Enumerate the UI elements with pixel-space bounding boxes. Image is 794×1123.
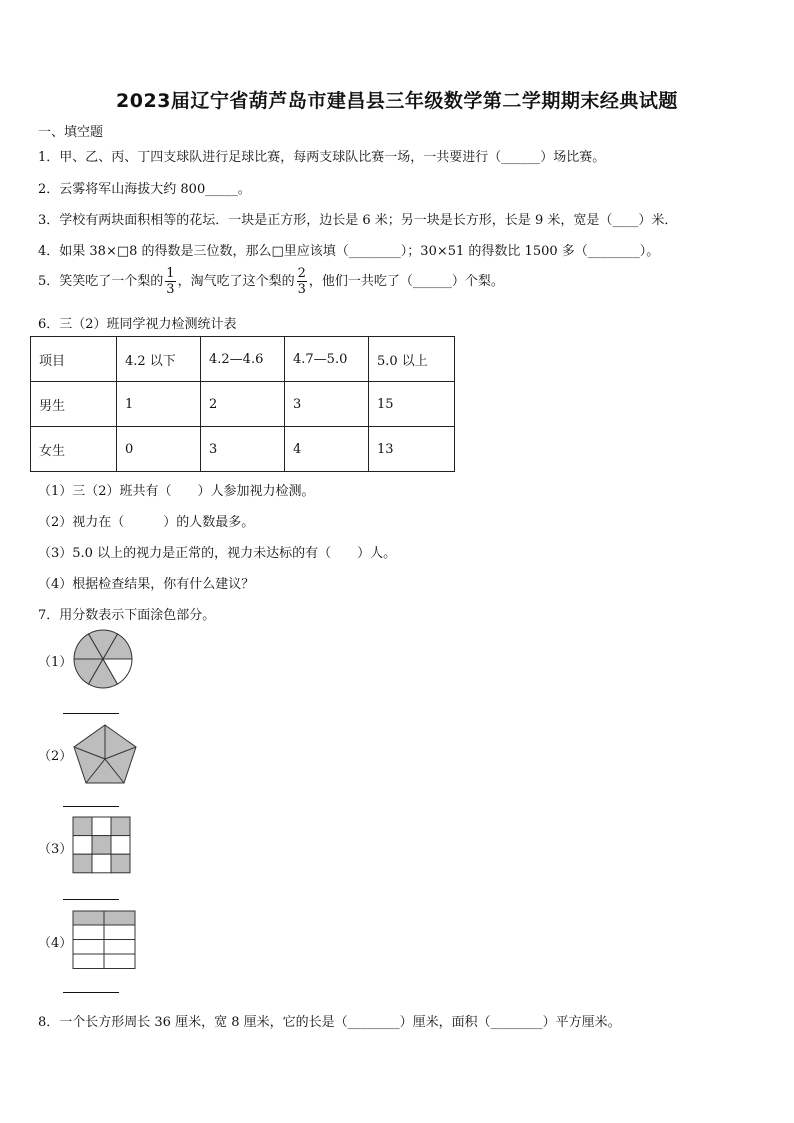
q6-subquestion-3: （3）5.0 以上的视力是正常的，视力未达标的有（ ）人。 (38, 546, 397, 561)
vision-table (30, 336, 455, 472)
unshaded-cell (92, 854, 111, 873)
unshaded-cell (104, 954, 135, 969)
unshaded-cell (111, 836, 130, 855)
circle-sectors-figure (72, 628, 134, 690)
table-cell: 3 (201, 427, 285, 472)
table-header-cell: 4.2 以下 (117, 337, 201, 382)
fraction-two-thirds (297, 266, 307, 297)
table-cell: 女生 (31, 427, 117, 472)
figure-label-3: （3） (38, 842, 73, 857)
q5-text-1: 5．笑笑吃了一个梨的 (38, 274, 164, 289)
q5-text-2: ，淘气吃了这个梨的 (177, 274, 295, 289)
unshaded-cell (73, 940, 104, 955)
table-header-row (31, 337, 455, 382)
table-cell: 1 (117, 382, 201, 427)
unshaded-cell (104, 940, 135, 955)
table-cell: 15 (369, 382, 455, 427)
section-heading: 一、填空题 (38, 125, 104, 140)
shaded-cell (111, 854, 130, 873)
shaded-cell (73, 817, 92, 836)
fraction-numerator: 2 (297, 266, 306, 281)
unshaded-cell (73, 836, 92, 855)
answer-line-1 (63, 713, 119, 714)
shaded-cell (73, 911, 104, 925)
rectangle-strips-figure (72, 910, 136, 970)
q5-text-3: ，他们一共吃了（______）个梨。 (308, 274, 504, 289)
question-5 (38, 266, 504, 297)
q6-subquestion-4: （4）根据检查结果，你有什么建议？ (38, 577, 255, 592)
table-header-cell: 项目 (31, 337, 117, 382)
question-1: 1．甲、乙、丙、丁四支球队进行足球比赛，每两支球队比赛一场，一共要进行（______）场比赛。 (38, 150, 606, 165)
question-4: 4．如果 38×□8 的得数是三位数，那么□里应该填（________）；30×51 的得数比 1500 多（________）。 (38, 244, 660, 259)
q6-subquestion-2: （2）视力在（ ）的人数最多。 (38, 515, 255, 530)
unshaded-cell (73, 925, 104, 940)
shaded-cell (92, 836, 111, 855)
table-cell: 3 (285, 382, 369, 427)
page-title: 2023届辽宁省葫芦岛市建昌县三年级数学第二学期期末经典试题 (116, 90, 678, 112)
table-cell: 2 (201, 382, 285, 427)
fraction-denominator: 3 (297, 282, 306, 297)
q6-subquestion-1: （1）三（2）班共有（ ）人参加视力检测。 (38, 484, 315, 499)
shaded-cell (73, 854, 92, 873)
unshaded-cell (104, 925, 135, 940)
question-2: 2．云雾将军山海拔大约 800_____。 (38, 182, 251, 197)
figure-label-1: （1） (38, 655, 73, 670)
fraction-one-third (165, 266, 175, 297)
figure-label-4: （4） (38, 936, 73, 951)
fraction-denominator: 3 (166, 282, 175, 297)
answer-line-2 (63, 806, 119, 807)
table-header-cell: 4.7—5.0 (285, 337, 369, 382)
answer-line-3 (63, 899, 119, 900)
question-6-title: 6．三（2）班同学视力检测统计表 (38, 317, 237, 332)
shaded-cell (104, 911, 135, 925)
table-cell: 0 (117, 427, 201, 472)
table-header-cell: 4.2—4.6 (201, 337, 285, 382)
table-header-cell: 5.0 以上 (369, 337, 455, 382)
unshaded-cell (92, 817, 111, 836)
table-cell: 4 (285, 427, 369, 472)
answer-line-4 (63, 992, 119, 993)
question-8: 8．一个长方形周长 36 厘米，宽 8 厘米，它的长是（________）厘米，面积（________）平方厘米。 (38, 1015, 621, 1030)
fraction-numerator: 1 (166, 266, 175, 281)
table-cell: 男生 (31, 382, 117, 427)
question-7-title: 7．用分数表示下面涂色部分。 (38, 608, 216, 623)
pentagon-figure (72, 723, 138, 785)
grid-3x3-figure (72, 816, 132, 874)
unshaded-cell (73, 954, 104, 969)
table-cell: 13 (369, 427, 455, 472)
shaded-cell (111, 817, 130, 836)
figure-label-2: （2） (38, 749, 73, 764)
table-row (31, 382, 455, 427)
question-3: 3．学校有两块面积相等的花坛．一块是正方形，边长是 6 米；另一块是长方形，长是 9 米，宽是（____）米． (38, 213, 678, 228)
table-row (31, 427, 455, 472)
